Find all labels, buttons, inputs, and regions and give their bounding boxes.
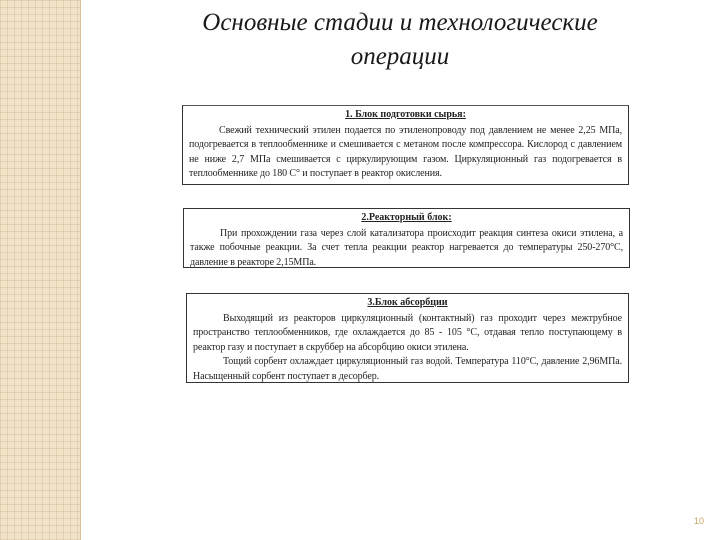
title-line-1: Основные стадии и технологические — [202, 9, 598, 36]
stage-text: При прохождении газа через слой катализатора происходит реакция синтеза окиси этилена, а также побочные реакции. За счет тепла реакции реактор нагревается до температуры 250-270°С, давление в реакторе 2,15МПа. — [190, 227, 623, 268]
stage-heading: 2.Реакторный блок: — [361, 212, 452, 223]
decorative-side-stripe — [0, 0, 81, 540]
page-title — [120, 6, 680, 74]
title-line-2: операции — [350, 43, 450, 70]
stage-block-reactor — [183, 208, 630, 268]
stage-text: Выходящий из реакторов циркуляционный (контактный) газ проходит через межтрубное пространство теплообменников, где охлаждается до 85 - 105 °С, отдавая тепло поступающему в реактор газу и поступает в скруббер на абсорбцию окиси этилена. — [193, 312, 622, 353]
stage-text-2: Тощий сорбент охлаждает циркуляционный газ водой. Температура 110°С, давление 2,96МПа. Насыщенный сорбент поступает в десорбер. — [193, 356, 622, 382]
stage-block-absorption — [186, 293, 629, 383]
stage-heading: 3.Блок абсорбции — [367, 297, 448, 308]
stage-heading: 1. Блок подготовки сырья: — [345, 109, 466, 120]
stage-text: Свежий технический этилен подается по этиленопроводу под давлением не менее 2,25 МПа, подогревается в теплообменнике и смешивается с метаном после компрессора. Кислород с давлением не ниже 2,7 МПа смешивается с циркулирующим газом. Циркуляционный газ подогревается в теплообменнике до 180 С° и поступает в реактор окисления. — [189, 124, 622, 179]
stage-block-raw-material — [182, 105, 629, 185]
page-number: 10 — [693, 516, 704, 526]
